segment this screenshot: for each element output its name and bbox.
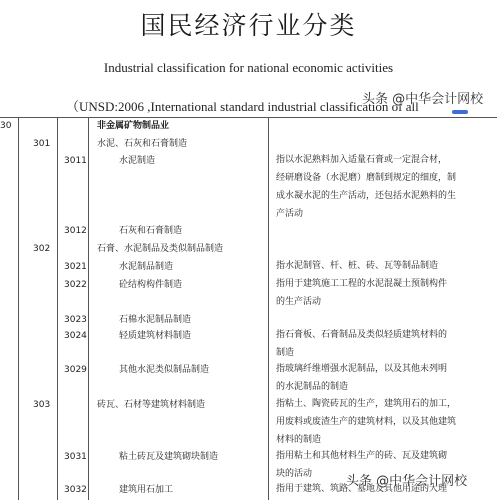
class-code: 3021 xyxy=(64,262,87,272)
document-title: 国民经济行业分类 xyxy=(140,11,357,40)
group-code: 302 xyxy=(33,244,51,254)
class-code: 3012 xyxy=(64,226,87,236)
table-column-divider xyxy=(88,117,89,500)
industry-name: 非金属矿物制品业 xyxy=(97,121,170,131)
industry-description: 指水泥制管、杆、桩、砖、瓦等制品制造 xyxy=(276,261,439,271)
watermark-bottom: 头条 @中华会计网校 xyxy=(346,474,468,489)
table-column-divider xyxy=(18,117,19,500)
class-code: 3029 xyxy=(64,365,87,375)
industry-description: 指以水泥熟料加入适量石膏或一定混合材， 经研磨设备（水泥磨）磨制到规定的细度，制 成水凝水泥的生产活动，还包括水泥熟料的生 产活动 xyxy=(276,155,457,219)
industry-name: 砼结构构件制造 xyxy=(119,280,183,290)
industry-name: 石灰和石膏制造 xyxy=(119,226,183,236)
industry-description: 指用于建筑、筑路、墓地及其他用途的大理 xyxy=(276,484,448,494)
industry-description: 指用粘土和其他材料生产的砖、瓦及建筑砌 块的活动 xyxy=(276,451,448,479)
industry-description: 指粘土、陶瓷砖瓦的生产，建筑用石的加工， 用废料或废渣生产的建筑材料，以及其他建筑 材料的制造 xyxy=(276,399,457,445)
industry-name: 砖瓦、石材等建筑材料制造 xyxy=(97,400,206,410)
group-code: 301 xyxy=(33,139,51,149)
group-code: 303 xyxy=(33,400,51,410)
table-top-border xyxy=(0,117,497,118)
industry-name: 粘土砖瓦及建筑砌块制造 xyxy=(119,452,219,462)
class-code: 3031 xyxy=(64,452,87,462)
blue-marker-icon xyxy=(452,110,468,114)
industry-name: 水泥制造 xyxy=(119,156,156,166)
industry-name: 石膏、水泥制品及类似制品制造 xyxy=(97,244,224,254)
industry-name: 建筑用石加工 xyxy=(119,485,174,495)
document-subtitle-unsd: （UNSD:2006 ,International standard industrial classification of all xyxy=(66,99,419,114)
industry-name: 水泥制品制造 xyxy=(119,262,174,272)
class-code: 3011 xyxy=(64,156,87,166)
division-code: 30 xyxy=(0,121,12,131)
industry-name: 其他水泥类似制品制造 xyxy=(119,365,210,375)
watermark-top: 头条 @中华会计网校 xyxy=(362,92,484,107)
industry-description: 指石膏板、石膏制品及类似轻质建筑材料的 制造 xyxy=(276,330,448,358)
class-code: 3022 xyxy=(64,280,87,290)
industry-description: 指用于建筑施工工程的水泥混凝土预制构件 的生产活动 xyxy=(276,279,448,307)
table-column-divider xyxy=(268,117,269,500)
class-code: 3024 xyxy=(64,331,87,341)
document-subtitle-english: Industrial classification for national economic activities xyxy=(103,60,394,75)
class-code: 3032 xyxy=(64,485,87,495)
class-code: 3023 xyxy=(64,315,87,325)
industry-name: 水泥、石灰和石膏制造 xyxy=(97,139,188,149)
industry-name: 轻质建筑材料制造 xyxy=(119,331,192,341)
table-column-divider xyxy=(57,117,58,500)
industry-name: 石棉水泥制品制造 xyxy=(119,315,192,325)
industry-description: 指玻璃纤维增强水泥制品，以及其他未列明 的水泥制品的制造 xyxy=(276,364,448,392)
